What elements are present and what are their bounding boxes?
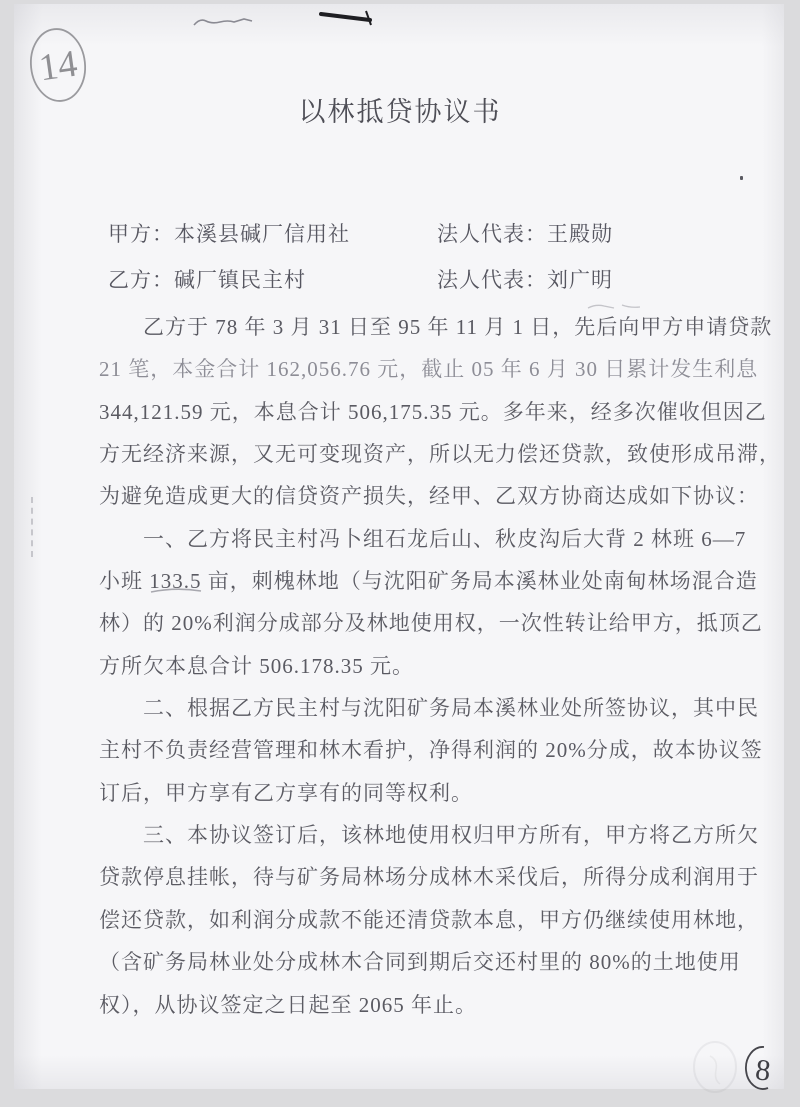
- party-b-representative: 法人代表：刘广明: [437, 268, 613, 292]
- page-number-text: 8: [753, 1053, 773, 1088]
- party-b-name: 乙方：碱厂镇民主村: [108, 268, 306, 292]
- body-line: 二、根据乙方民主村与沈阳矿务局本溪林业处所签协议，其中民: [143, 696, 759, 721]
- body-line: 方所欠本息合计 506.178.35 元。: [99, 653, 414, 678]
- staple-line-mark: [318, 6, 382, 28]
- contract-body: [99, 306, 781, 1026]
- body-line: 小班 133.5 亩，刺槐林地（与沈阳矿务局本溪林业处南甸林场混合造: [99, 569, 758, 594]
- body-line: 21 笔，本金合计 162,056.76 元，截止 05 年 6 月 30 日累计发生利息: [99, 357, 759, 382]
- body-line: 344,121.59 元，本息合计 506,175.35 元。多年来，经多次催收但因乙: [99, 399, 767, 424]
- body-line: 订后，甲方享有乙方享有的同等权利。: [99, 780, 473, 805]
- party-row-jiafang: [0, 218, 800, 248]
- pencil-margin-mark: [31, 497, 33, 557]
- ghost-circle-mark: [690, 1040, 740, 1094]
- document-title: 以林抵贷协议书: [298, 97, 502, 127]
- body-line: 偿还贷款，如利润分成款不能还清贷款本息，甲方仍继续使用林地，: [99, 907, 759, 932]
- body-line: 方无经济来源，又无可变现资产，所以无力偿还贷款，致使形成吊滞，: [99, 442, 781, 467]
- handwritten-underline-mark: [150, 586, 202, 596]
- corner-number-text: 14: [36, 42, 80, 90]
- body-line: 三、本协议签订后，该林地使用权归甲方所有，甲方将乙方所欠: [143, 823, 759, 848]
- body-line: 为避免造成更大的信贷资产损失，经甲、乙双方协商达成如下协议：: [99, 484, 759, 509]
- body-line: 一、乙方将民主村冯卜组石龙后山、秋皮沟后大背 2 林班 6—7: [143, 526, 747, 551]
- party-a-representative: 法人代表：王殿勋: [437, 222, 613, 246]
- party-row-yifang: [0, 264, 800, 294]
- body-line: 主村不负责经营管理和林木看护，净得利润的 20%分成，故本协议签: [99, 738, 763, 763]
- body-line: 权），从协议签定之日起至 2065 年止。: [99, 992, 477, 1017]
- body-line: 乙方于 78 年 3 月 31 日至 95 年 11 月 1 日，先后向甲方申请贷款: [143, 315, 773, 339]
- body-line: （含矿务局林业处分成林木合同到期后交还村里的 80%的土地使用: [99, 950, 741, 975]
- body-line: 林）的 20%利润分成部分及林地使用权，一次性转让给甲方，抵顶乙: [99, 611, 763, 636]
- handwritten-page-number: [738, 1044, 788, 1096]
- staple-squiggle-mark: [192, 12, 254, 32]
- body-line: 贷款停息挂帐，待与矿务局林场分成林木采伐后，所得分成利润用于: [99, 865, 759, 890]
- ink-speck: [740, 176, 743, 180]
- party-a-name: 甲方：本溪县碱厂信用社: [108, 222, 350, 246]
